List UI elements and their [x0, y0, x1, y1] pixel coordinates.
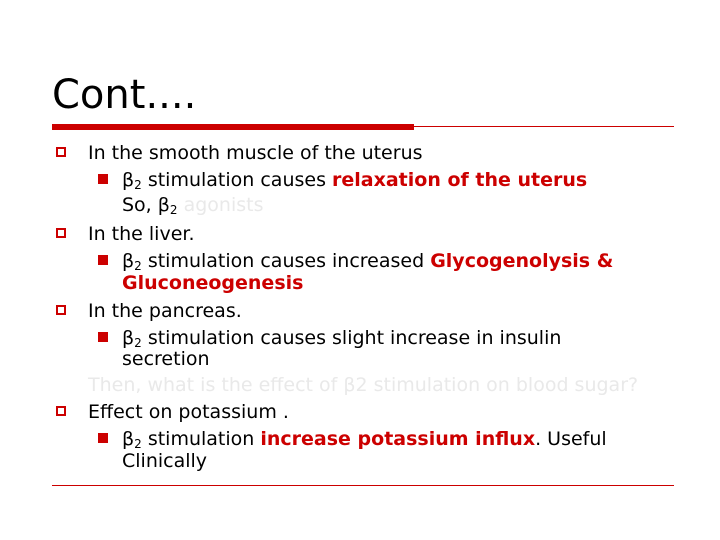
question-text: Then, what is the effect of β2 stimulation on blood sugar? — [88, 374, 639, 396]
beta-symbol: β — [122, 327, 135, 349]
bottom-rule — [52, 485, 674, 486]
sub-bullet-text — [122, 327, 561, 349]
beta-symbol: β — [122, 169, 135, 191]
filled-square-bullet-icon — [98, 332, 108, 342]
bullet-text: Effect on potassium . — [88, 401, 289, 423]
beta-symbol: β — [122, 250, 135, 272]
bullet-text: In the smooth muscle of the uterus — [88, 142, 423, 164]
highlight-text: Gluconeogenesis — [122, 272, 304, 294]
hollow-square-bullet-icon — [56, 147, 66, 157]
title-underline-accent — [52, 124, 414, 130]
filled-square-bullet-icon — [98, 255, 108, 265]
bullet-text: In the liver. — [88, 223, 195, 245]
text-run: stimulation — [141, 428, 261, 450]
sub-bullet-text — [122, 428, 607, 450]
text-run: So, β — [122, 194, 170, 216]
sub-bullet-text-continued: secretion — [122, 348, 210, 370]
sub-bullet-text-continued: Clinically — [122, 450, 208, 472]
filled-square-bullet-icon — [98, 433, 108, 443]
hollow-square-bullet-icon — [56, 406, 66, 416]
text-run: stimulation causes — [141, 169, 333, 191]
faint-text: agonists — [177, 194, 264, 216]
highlight-text: Glycogenolysis & — [430, 250, 614, 272]
subscript: 2 — [134, 259, 142, 273]
text-run: . Useful — [535, 428, 607, 450]
text-run: stimulation causes slight increase in insulin — [141, 327, 562, 349]
hollow-square-bullet-icon — [56, 305, 66, 315]
subscript: 2 — [134, 178, 142, 192]
beta-symbol: β — [122, 428, 135, 450]
hollow-square-bullet-icon — [56, 228, 66, 238]
subscript: 2 — [134, 336, 142, 350]
highlight-text: increase potassium influx — [260, 428, 536, 450]
sub-bullet-text — [122, 250, 613, 272]
subscript: 2 — [134, 437, 142, 451]
bullet-text: In the pancreas. — [88, 300, 242, 322]
subscript: 2 — [169, 203, 178, 217]
sub-bullet-text — [122, 169, 587, 191]
text-run: stimulation causes increased — [141, 250, 431, 272]
highlight-text: relaxation of the uterus — [332, 169, 588, 191]
slide-title: Cont.... — [52, 72, 197, 118]
note-text — [122, 194, 263, 216]
filled-square-bullet-icon — [98, 174, 108, 184]
